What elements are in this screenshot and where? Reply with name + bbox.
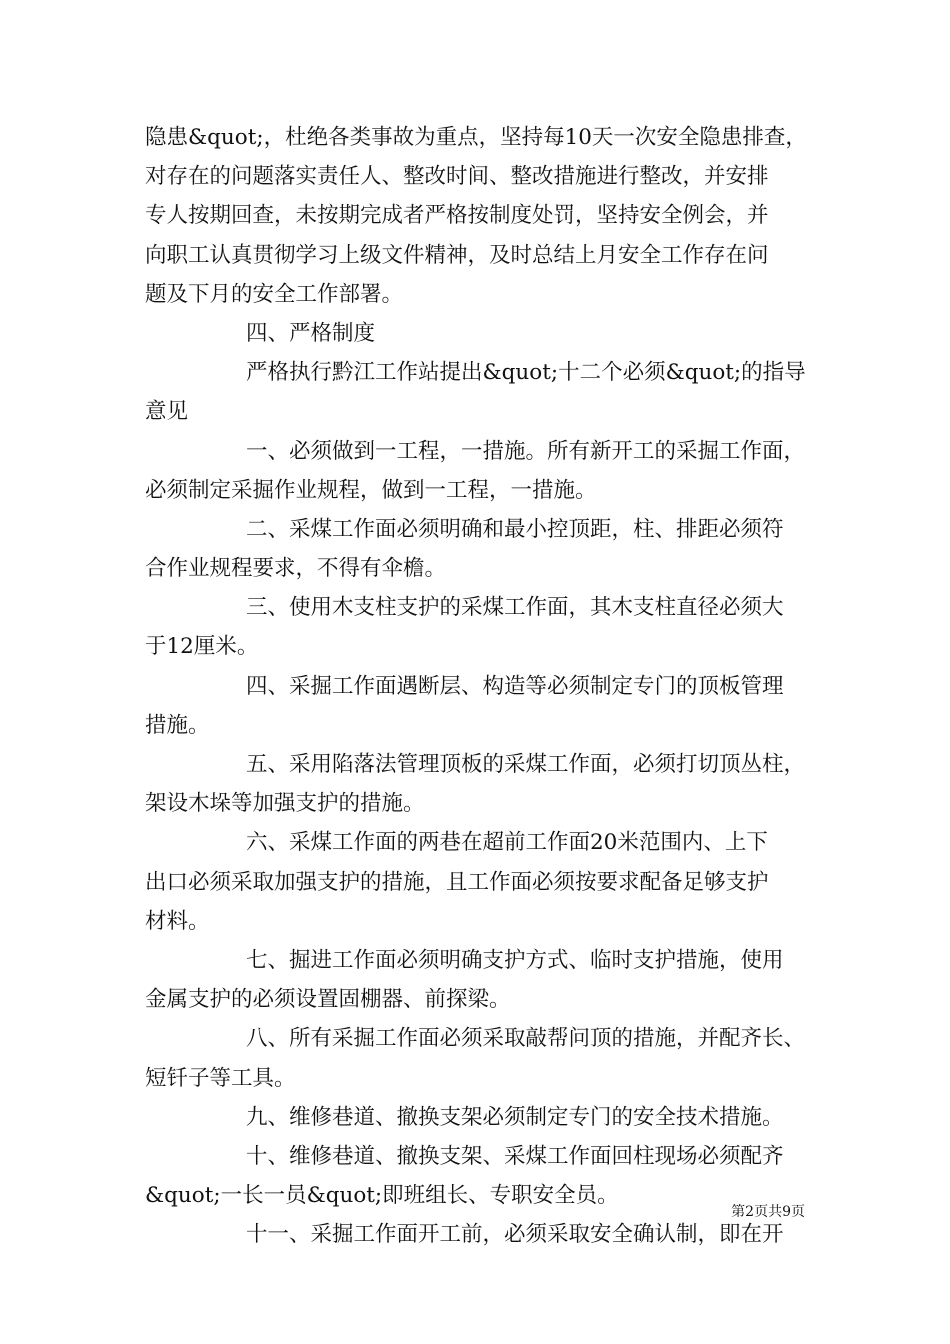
text-line: 对存在的问题落实责任人、整改时间、整改措施进行整改，并安排 [145,164,769,190]
text-line: 意见 [145,399,189,425]
section-heading: 四、严格制度 [246,320,376,346]
text-line: 措施。 [145,712,210,738]
list-item-line: 五、采用陷落法管理顶板的采煤工作面，必须打切顶丛柱， [246,752,806,777]
document-body [145,118,810,1254]
list-item-line: 四、采掘工作面遇断层、构造等必须制定专门的顶板管理 [246,673,784,699]
list-item-line: 八、所有采掘工作面必须采取敲帮问顶的措施，并配齐长、 [246,1026,806,1052]
list-item-line: 十、维修巷道、撤换支架、采煤工作面回柱现场必须配齐 [246,1143,784,1169]
text-line: 金属支护的必须设置固棚器、前探梁。 [145,987,511,1013]
list-item-line: 三、使用木支柱支护的采煤工作面，其木支柱直径必须大 [246,595,784,621]
text-line: 出口必须采取加强支护的措施，且工作面必须按要求配备足够支护 [145,869,769,895]
text-line: 专人按期回查，未按期完成者严格按制度处罚，坚持安全例会，并 [145,203,769,229]
list-item-line: 六、采煤工作面的两巷在超前工作面20米范围内、上下 [246,830,768,856]
list-item-line: 十一、采掘工作面开工前，必须采取安全确认制，即在开 [246,1222,784,1248]
text-line: 合作业规程要求，不得有伞檐。 [145,556,447,582]
text-line: &quot;一长一员&quot;即班组长、专职安全员。 [145,1183,619,1209]
text-line: 隐患&quot;，杜绝各类事故为重点，坚持每10天一次安全隐患排查， [145,125,807,150]
text-line: 材料。 [145,908,210,934]
text-line: 向职工认真贯彻学习上级文件精神，及时总结上月安全工作存在问 [145,242,769,268]
text-line: 短钎子等工具。 [145,1065,296,1091]
text-line: 严格执行黔江工作站提出&quot;十二个必须&quot;的指导 [246,360,806,386]
text-line: 于12厘米。 [145,634,259,660]
list-item-line: 一、必须做到一工程，一措施。所有新开工的采掘工作面， [246,438,806,464]
text-line: 架设木垛等加强支护的措施。 [145,791,425,817]
page-number-footer: 第2页共9页 [731,1204,805,1220]
list-item-line: 二、采煤工作面必须明确和最小控顶距，柱、排距必须符 [246,516,784,542]
list-item-line: 九、维修巷道、撤换支架必须制定专门的安全技术措施。 [246,1104,784,1130]
text-line: 必须制定采掘作业规程，做到一工程，一措施。 [145,477,597,503]
list-item-line: 七、掘进工作面必须明确支护方式、临时支护措施，使用 [246,947,784,973]
text-line: 题及下月的安全工作部署。 [145,281,404,307]
